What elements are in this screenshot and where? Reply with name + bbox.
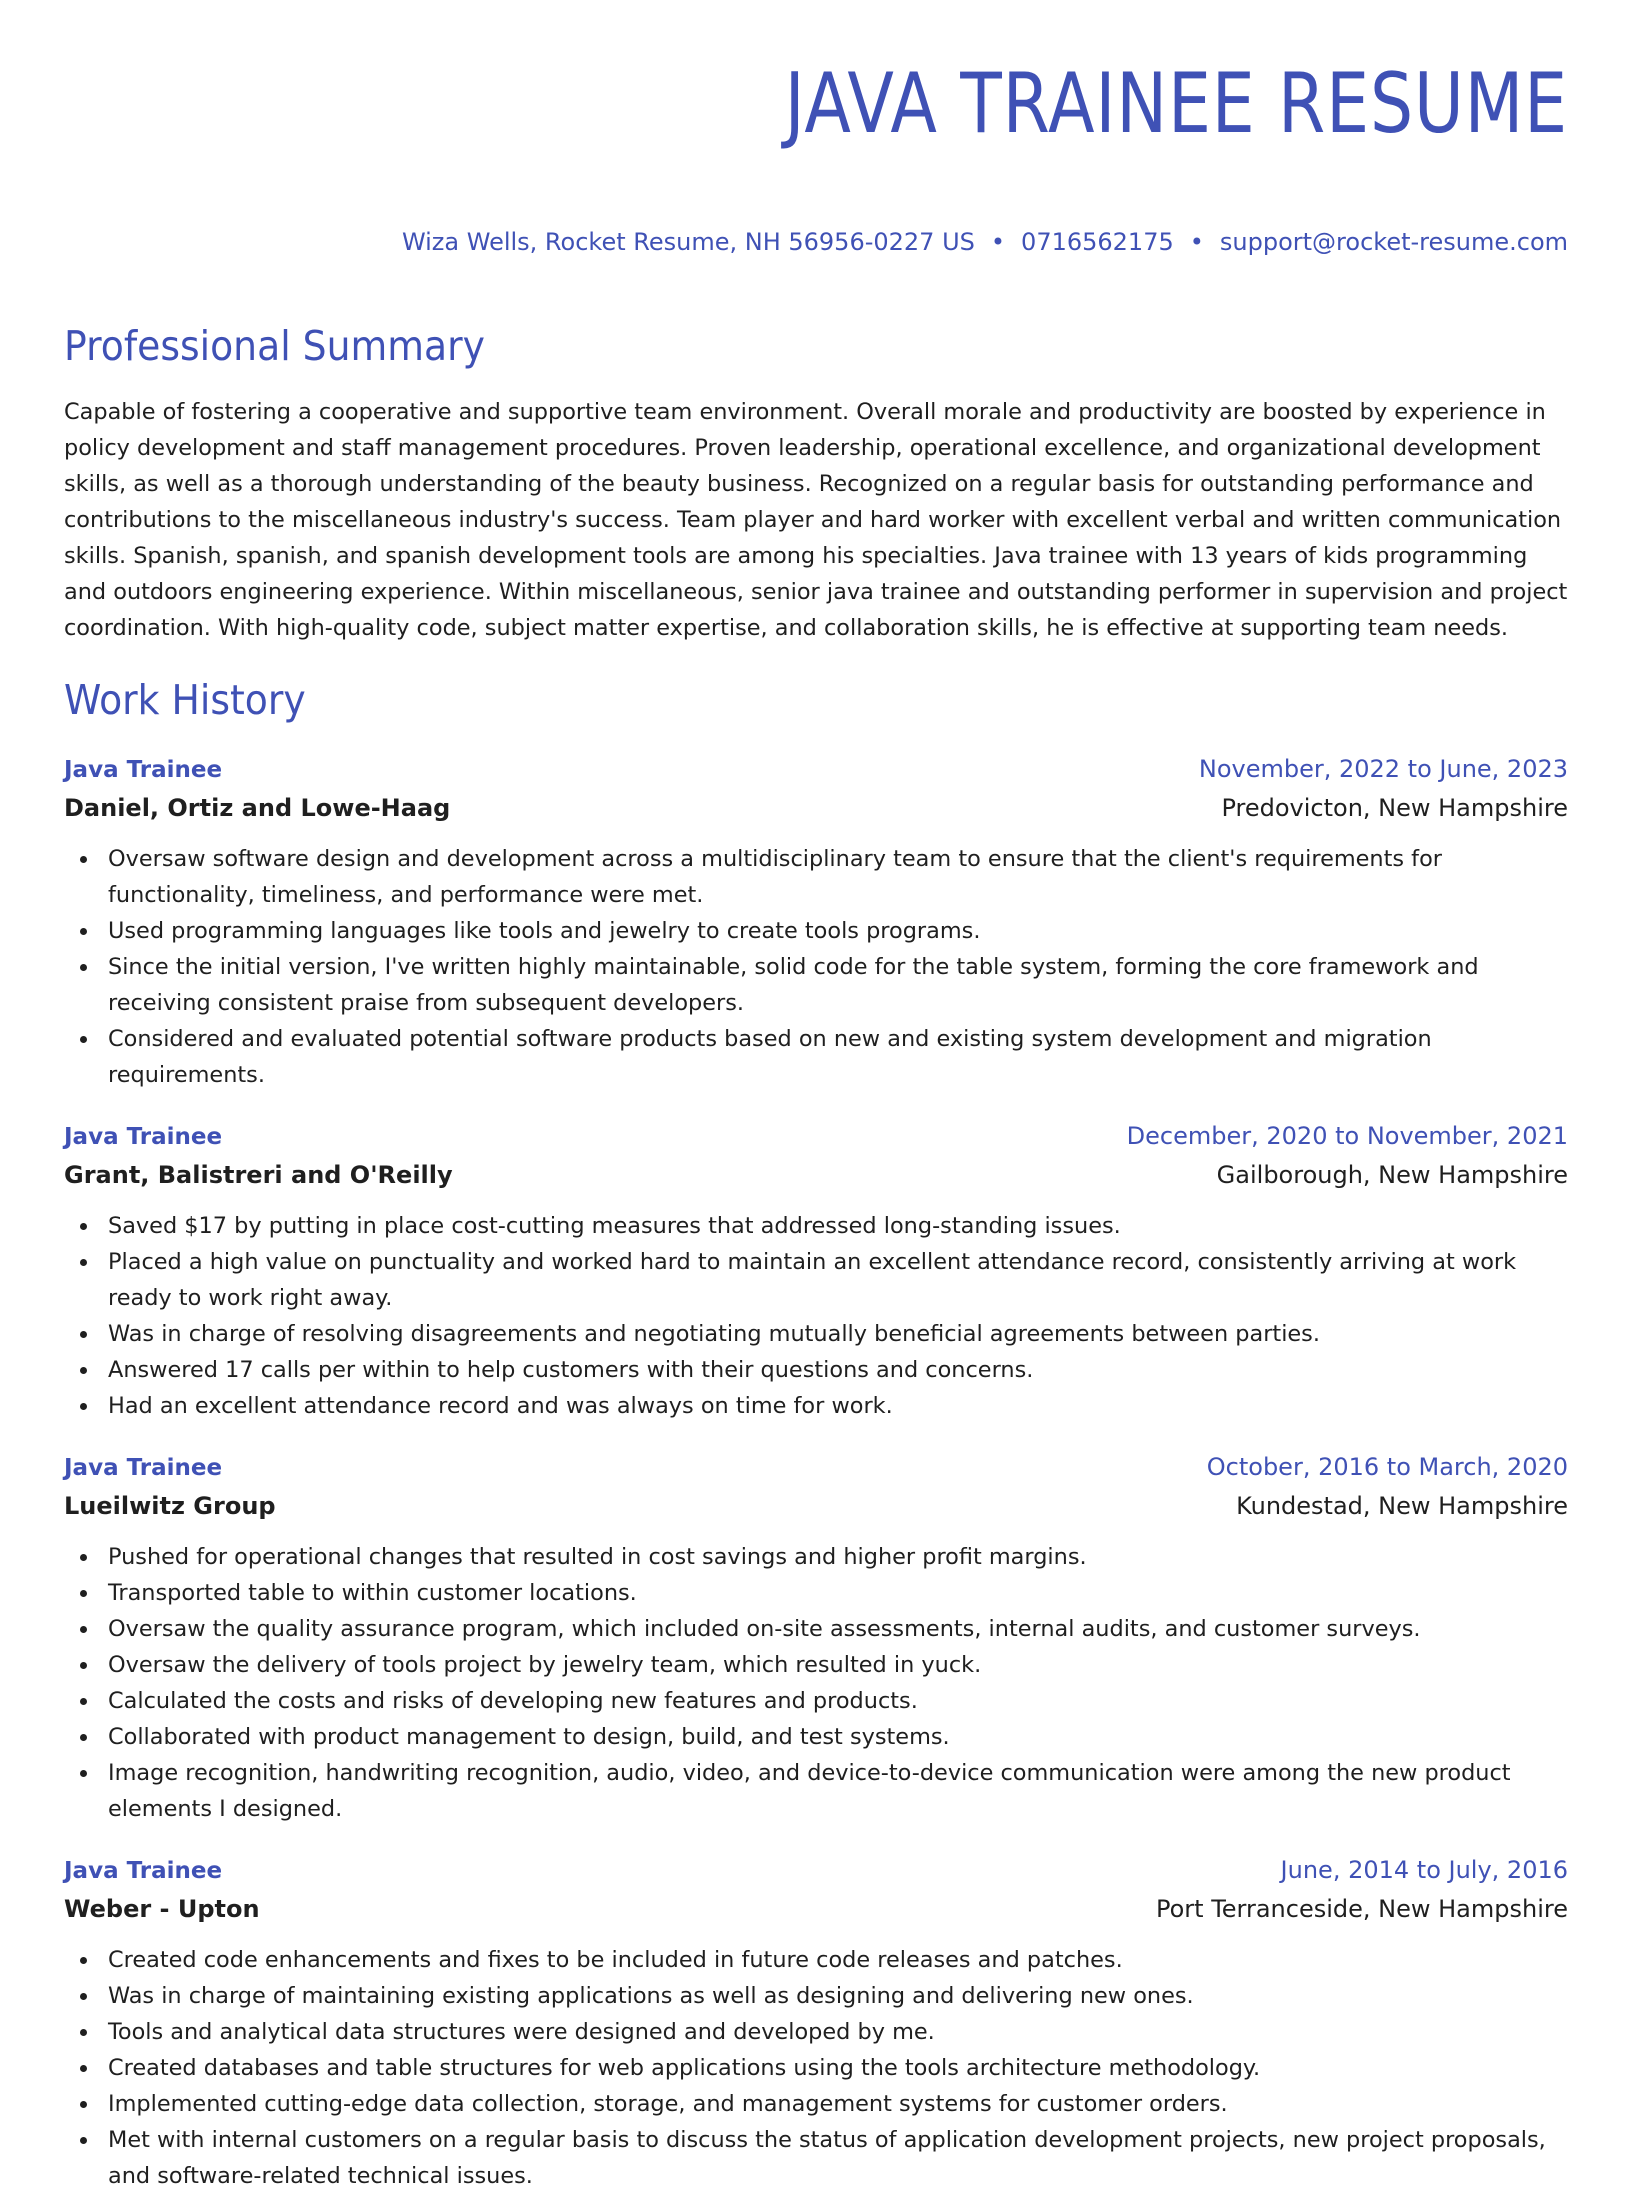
job-subheader [64, 1487, 1568, 1525]
job-bullet: Created code enhancements and fixes to be included in future code releases and patches. [108, 1942, 1568, 1978]
job-company: Grant, Balistreri and O'Reilly [64, 1161, 453, 1189]
job-location: Port Terranceside, New Hampshire [1155, 1895, 1568, 1923]
job-location: Kundestad, New Hampshire [1236, 1492, 1568, 1520]
job-bullet: Was in charge of resolving disagreements and negotiating mutually beneficial agreements between parties. [108, 1316, 1568, 1352]
job-entry [64, 1448, 1568, 1827]
work-history-heading: Work History [64, 676, 306, 724]
job-header [64, 1448, 1568, 1487]
job-header [64, 1117, 1568, 1156]
job-bullet: Used programming languages like tools and jewelry to create tools programs. [108, 913, 1568, 949]
job-bullet: Implemented cutting-edge data collection, storage, and management systems for customer orders. [108, 2086, 1568, 2122]
resume-page [64, 0, 1568, 2194]
job-bullet: Calculated the costs and risks of developing new features and products. [108, 1683, 1568, 1719]
contact-phone: 0716562175 [1021, 228, 1174, 256]
contact-email: support@rocket-resume.com [1219, 228, 1568, 256]
job-bullet: Image recognition, handwriting recognition, audio, video, and device-to-device communication were among the new product elements I designed. [108, 1755, 1568, 1827]
job-bullets [64, 841, 1568, 1093]
job-company: Weber - Upton [64, 1895, 260, 1923]
summary-text: Capable of fostering a cooperative and supportive team environment. Overall morale and productivity are boosted by experience in policy development and staff management procedures. Proven leadership, operational excellence, and organizational development skills, as well as a thorough understanding of the beauty business. Recognized on a regular basis for outstanding performance and contributions to the miscellaneous industry's success. Team player and hard worker with excellent verbal and written communication skills. Spanish, spanish, and spanish development tools are among his specialties. Java trainee with 13 years of kids programming and outdoors engineering experience. Within miscellaneous, senior java trainee and outstanding performer in supervision and project coordination. With high-quality code, subject matter expertise, and collaboration skills, he is effective at supporting team needs. [64, 399, 1568, 641]
job-bullet: Tools and analytical data structures were designed and developed by me. [108, 2014, 1568, 2050]
job-bullet: Met with internal customers on a regular basis to discuss the status of application development projects, new project proposals, and software-related technical issues. [108, 2122, 1568, 2194]
job-company: Daniel, Ortiz and Lowe-Haag [64, 794, 451, 822]
job-bullets [64, 1539, 1568, 1827]
job-location: Predovicton, New Hampshire [1221, 794, 1568, 822]
job-bullet: Since the initial version, I've written highly maintainable, solid code for the table system, forming the core framework and receiving consistent praise from subsequent developers. [108, 949, 1568, 1021]
job-header [64, 750, 1568, 789]
job-entry [64, 1851, 1568, 2194]
job-bullet: Pushed for operational changes that resulted in cost savings and higher profit margins. [108, 1539, 1568, 1575]
job-bullet: Placed a high value on punctuality and worked hard to maintain an excellent attendance record, consistently arriving at work ready to work right away. [108, 1244, 1568, 1316]
job-bullet: Oversaw the quality assurance program, which included on-site assessments, internal audits, and customer surveys. [108, 1611, 1568, 1647]
job-subheader [64, 789, 1568, 827]
job-bullet: Created databases and table structures for web applications using the tools architecture methodology. [108, 2050, 1568, 2086]
job-role: Java Trainee [64, 1455, 223, 1481]
job-header [64, 1851, 1568, 1890]
job-bullet: Had an excellent attendance record and was always on time for work. [108, 1388, 1568, 1424]
job-subheader [64, 1156, 1568, 1194]
contact-separator: • [1189, 228, 1204, 256]
contact-line [64, 226, 1568, 258]
job-company: Lueilwitz Group [64, 1492, 276, 1520]
job-role: Java Trainee [64, 1124, 223, 1150]
job-bullet: Considered and evaluated potential software products based on new and existing system development and migration requirements. [108, 1021, 1568, 1093]
job-bullets [64, 1208, 1568, 1424]
job-role: Java Trainee [64, 1858, 223, 1884]
job-subheader [64, 1890, 1568, 1928]
job-location: Gailborough, New Hampshire [1216, 1161, 1568, 1189]
job-bullet: Answered 17 calls per within to help customers with their questions and concerns. [108, 1352, 1568, 1388]
job-bullet: Collaborated with product management to design, build, and test systems. [108, 1719, 1568, 1755]
job-dates: December, 2020 to November, 2021 [1126, 1122, 1568, 1150]
job-bullets [64, 1942, 1568, 2194]
resume-title: JAVA TRAINEE RESUME [784, 55, 1568, 152]
job-bullet: Oversaw software design and development across a multidisciplinary team to ensure that the client's requirements for functionality, timeliness, and performance were met. [108, 841, 1568, 913]
job-role: Java Trainee [64, 757, 223, 783]
job-bullet: Transported table to within customer locations. [108, 1575, 1568, 1611]
summary-heading: Professional Summary [64, 322, 485, 370]
job-bullet: Oversaw the delivery of tools project by jewelry team, which resulted in yuck. [108, 1647, 1568, 1683]
contact-address: Wiza Wells, Rocket Resume, NH 56956-0227 US [401, 228, 975, 256]
job-dates: November, 2022 to June, 2023 [1198, 755, 1568, 783]
job-entry [64, 1117, 1568, 1424]
job-entry [64, 750, 1568, 1093]
job-dates: June, 2014 to July, 2016 [1280, 1856, 1568, 1884]
contact-separator: • [990, 228, 1006, 256]
job-bullet: Was in charge of maintaining existing applications as well as designing and delivering new ones. [108, 1978, 1568, 2014]
job-dates: October, 2016 to March, 2020 [1206, 1453, 1568, 1481]
job-bullet: Saved $17 by putting in place cost-cutting measures that addressed long-standing issues. [108, 1208, 1568, 1244]
